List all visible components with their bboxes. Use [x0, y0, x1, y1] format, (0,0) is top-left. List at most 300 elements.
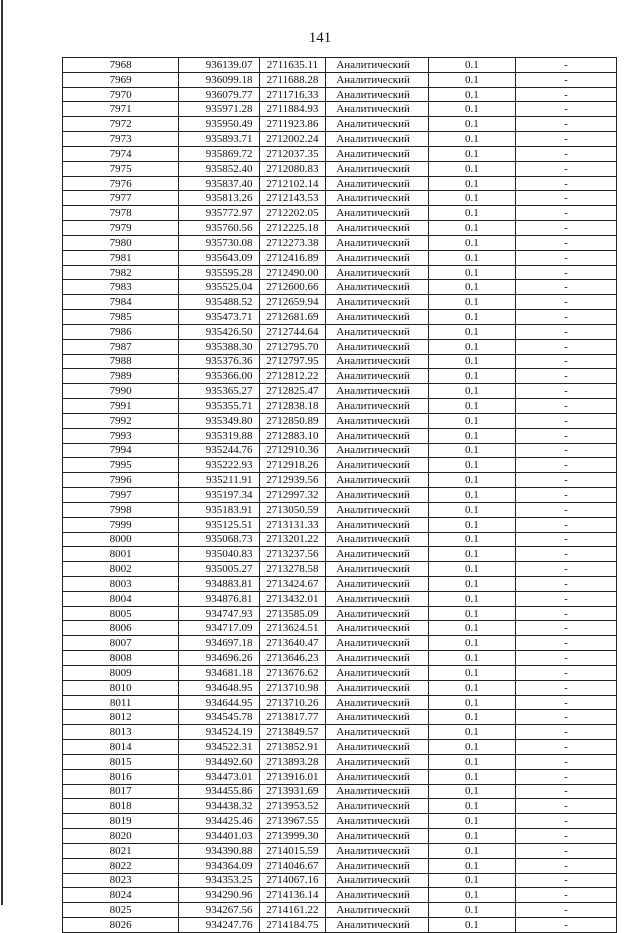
x-coordinate-cell: 935366.00 — [179, 369, 259, 384]
y-coordinate-cell: 2713237.56 — [259, 547, 326, 562]
method-cell: Аналитический — [326, 146, 429, 161]
point-number-cell: 8023 — [63, 873, 179, 888]
method-cell: Аналитический — [326, 339, 429, 354]
accuracy-cell: 0.1 — [428, 295, 515, 310]
x-coordinate-cell: 935869.72 — [179, 146, 259, 161]
x-coordinate-cell: 935365.27 — [179, 384, 259, 399]
y-coordinate-cell: 2711884.93 — [259, 102, 326, 117]
x-coordinate-cell: 934876.81 — [179, 591, 259, 606]
table-row — [63, 636, 617, 651]
accuracy-cell: 0.1 — [428, 562, 515, 577]
table-row — [63, 87, 617, 102]
method-cell: Аналитический — [326, 354, 429, 369]
table-row — [63, 532, 617, 547]
y-coordinate-cell: 2712659.94 — [259, 295, 326, 310]
method-cell: Аналитический — [326, 651, 429, 666]
table-row — [63, 695, 617, 710]
x-coordinate-cell: 935595.28 — [179, 265, 259, 280]
x-coordinate-cell: 935355.71 — [179, 399, 259, 414]
table-row — [63, 517, 617, 532]
accuracy-cell: 0.1 — [428, 206, 515, 221]
note-cell: - — [515, 310, 616, 325]
accuracy-cell: 0.1 — [428, 606, 515, 621]
method-cell: Аналитический — [326, 206, 429, 221]
table-row — [63, 918, 617, 933]
accuracy-cell: 0.1 — [428, 428, 515, 443]
x-coordinate-cell: 936139.07 — [179, 58, 259, 73]
point-number-cell: 7978 — [63, 206, 179, 221]
y-coordinate-cell: 2713201.22 — [259, 532, 326, 547]
accuracy-cell: 0.1 — [428, 443, 515, 458]
note-cell: - — [515, 502, 616, 517]
table-row — [63, 740, 617, 755]
point-number-cell: 8009 — [63, 665, 179, 680]
note-cell: - — [515, 843, 616, 858]
method-cell: Аналитический — [326, 235, 429, 250]
point-number-cell: 8020 — [63, 829, 179, 844]
table-row — [63, 399, 617, 414]
method-cell: Аналитический — [326, 72, 429, 87]
point-number-cell: 7981 — [63, 250, 179, 265]
point-number-cell: 8019 — [63, 814, 179, 829]
accuracy-cell: 0.1 — [428, 754, 515, 769]
accuracy-cell: 0.1 — [428, 651, 515, 666]
point-number-cell: 8018 — [63, 799, 179, 814]
x-coordinate-cell: 935473.71 — [179, 310, 259, 325]
table-row — [63, 206, 617, 221]
y-coordinate-cell: 2713817.77 — [259, 710, 326, 725]
y-coordinate-cell: 2713710.98 — [259, 680, 326, 695]
method-cell: Аналитический — [326, 858, 429, 873]
x-coordinate-cell: 935244.76 — [179, 443, 259, 458]
table-row — [63, 191, 617, 206]
y-coordinate-cell: 2713131.33 — [259, 517, 326, 532]
x-coordinate-cell: 934492.60 — [179, 754, 259, 769]
table-row — [63, 58, 617, 73]
method-cell: Аналитический — [326, 636, 429, 651]
point-number-cell: 7969 — [63, 72, 179, 87]
page-number: 141 — [308, 30, 332, 46]
accuracy-cell: 0.1 — [428, 132, 515, 147]
point-number-cell: 7983 — [63, 280, 179, 295]
method-cell: Аналитический — [326, 310, 429, 325]
accuracy-cell: 0.1 — [428, 873, 515, 888]
method-cell: Аналитический — [326, 473, 429, 488]
y-coordinate-cell: 2712918.26 — [259, 458, 326, 473]
note-cell: - — [515, 576, 616, 591]
y-coordinate-cell: 2712825.47 — [259, 384, 326, 399]
accuracy-cell: 0.1 — [428, 280, 515, 295]
y-coordinate-cell: 2714184.75 — [259, 918, 326, 933]
table-row — [63, 146, 617, 161]
accuracy-cell: 0.1 — [428, 488, 515, 503]
table-row — [63, 102, 617, 117]
x-coordinate-cell: 934681.18 — [179, 665, 259, 680]
coordinates-table — [62, 57, 617, 933]
method-cell: Аналитический — [326, 280, 429, 295]
x-coordinate-cell: 934364.09 — [179, 858, 259, 873]
accuracy-cell: 0.1 — [428, 903, 515, 918]
point-number-cell: 7998 — [63, 502, 179, 517]
x-coordinate-cell: 934425.46 — [179, 814, 259, 829]
x-coordinate-cell: 935971.28 — [179, 102, 259, 117]
note-cell: - — [515, 458, 616, 473]
y-coordinate-cell: 2713931.69 — [259, 784, 326, 799]
point-number-cell: 7994 — [63, 443, 179, 458]
x-coordinate-cell: 935525.04 — [179, 280, 259, 295]
accuracy-cell: 0.1 — [428, 354, 515, 369]
point-number-cell: 8003 — [63, 576, 179, 591]
accuracy-cell: 0.1 — [428, 888, 515, 903]
accuracy-cell: 0.1 — [428, 784, 515, 799]
accuracy-cell: 0.1 — [428, 221, 515, 236]
point-number-cell: 8001 — [63, 547, 179, 562]
note-cell: - — [515, 888, 616, 903]
point-number-cell: 7979 — [63, 221, 179, 236]
table-row — [63, 295, 617, 310]
x-coordinate-cell: 935211.91 — [179, 473, 259, 488]
accuracy-cell: 0.1 — [428, 413, 515, 428]
accuracy-cell: 0.1 — [428, 502, 515, 517]
point-number-cell: 7984 — [63, 295, 179, 310]
accuracy-cell: 0.1 — [428, 191, 515, 206]
point-number-cell: 8025 — [63, 903, 179, 918]
y-coordinate-cell: 2712850.89 — [259, 413, 326, 428]
accuracy-cell: 0.1 — [428, 576, 515, 591]
y-coordinate-cell: 2714161.22 — [259, 903, 326, 918]
accuracy-cell: 0.1 — [428, 250, 515, 265]
accuracy-cell: 0.1 — [428, 473, 515, 488]
point-number-cell: 7993 — [63, 428, 179, 443]
table-row — [63, 725, 617, 740]
accuracy-cell: 0.1 — [428, 710, 515, 725]
accuracy-cell: 0.1 — [428, 58, 515, 73]
y-coordinate-cell: 2712416.89 — [259, 250, 326, 265]
note-cell: - — [515, 221, 616, 236]
point-number-cell: 8026 — [63, 918, 179, 933]
x-coordinate-cell: 935125.51 — [179, 517, 259, 532]
accuracy-cell: 0.1 — [428, 665, 515, 680]
y-coordinate-cell: 2712795.70 — [259, 339, 326, 354]
note-cell: - — [515, 769, 616, 784]
method-cell: Аналитический — [326, 87, 429, 102]
accuracy-cell: 0.1 — [428, 843, 515, 858]
note-cell: - — [515, 829, 616, 844]
point-number-cell: 7976 — [63, 176, 179, 191]
point-number-cell: 8007 — [63, 636, 179, 651]
point-number-cell: 7988 — [63, 354, 179, 369]
method-cell: Аналитический — [326, 725, 429, 740]
method-cell: Аналитический — [326, 621, 429, 636]
note-cell: - — [515, 532, 616, 547]
table-row — [63, 591, 617, 606]
x-coordinate-cell: 934247.76 — [179, 918, 259, 933]
accuracy-cell: 0.1 — [428, 517, 515, 532]
table-row — [63, 547, 617, 562]
table-row — [63, 473, 617, 488]
table-row — [63, 280, 617, 295]
note-cell: - — [515, 488, 616, 503]
x-coordinate-cell: 934524.19 — [179, 725, 259, 740]
accuracy-cell: 0.1 — [428, 161, 515, 176]
note-cell: - — [515, 280, 616, 295]
y-coordinate-cell: 2713624.51 — [259, 621, 326, 636]
note-cell: - — [515, 873, 616, 888]
note-cell: - — [515, 547, 616, 562]
point-number-cell: 7999 — [63, 517, 179, 532]
note-cell: - — [515, 710, 616, 725]
y-coordinate-cell: 2711635.11 — [259, 58, 326, 73]
note-cell: - — [515, 250, 616, 265]
method-cell: Аналитический — [326, 428, 429, 443]
table-row — [63, 710, 617, 725]
x-coordinate-cell: 935772.97 — [179, 206, 259, 221]
y-coordinate-cell: 2712681.69 — [259, 310, 326, 325]
method-cell: Аналитический — [326, 784, 429, 799]
note-cell: - — [515, 399, 616, 414]
x-coordinate-cell: 935488.52 — [179, 295, 259, 310]
table-row — [63, 161, 617, 176]
point-number-cell: 7987 — [63, 339, 179, 354]
method-cell: Аналитический — [326, 754, 429, 769]
point-number-cell: 8021 — [63, 843, 179, 858]
point-number-cell: 7973 — [63, 132, 179, 147]
accuracy-cell: 0.1 — [428, 265, 515, 280]
x-coordinate-cell: 935950.49 — [179, 117, 259, 132]
y-coordinate-cell: 2714067.16 — [259, 873, 326, 888]
y-coordinate-cell: 2713278.58 — [259, 562, 326, 577]
method-cell: Аналитический — [326, 102, 429, 117]
table-row — [63, 784, 617, 799]
x-coordinate-cell: 934473.01 — [179, 769, 259, 784]
method-cell: Аналитический — [326, 517, 429, 532]
method-cell: Аналитический — [326, 547, 429, 562]
table-row — [63, 443, 617, 458]
point-number-cell: 7971 — [63, 102, 179, 117]
point-number-cell: 8006 — [63, 621, 179, 636]
method-cell: Аналитический — [326, 117, 429, 132]
y-coordinate-cell: 2712080.83 — [259, 161, 326, 176]
note-cell: - — [515, 680, 616, 695]
accuracy-cell: 0.1 — [428, 117, 515, 132]
method-cell: Аналитический — [326, 591, 429, 606]
note-cell: - — [515, 339, 616, 354]
x-coordinate-cell: 935730.08 — [179, 235, 259, 250]
accuracy-cell: 0.1 — [428, 814, 515, 829]
note-cell: - — [515, 903, 616, 918]
y-coordinate-cell: 2713893.28 — [259, 754, 326, 769]
x-coordinate-cell: 935319.88 — [179, 428, 259, 443]
accuracy-cell: 0.1 — [428, 695, 515, 710]
table-row — [63, 310, 617, 325]
point-number-cell: 7972 — [63, 117, 179, 132]
y-coordinate-cell: 2713953.52 — [259, 799, 326, 814]
method-cell: Аналитический — [326, 488, 429, 503]
note-cell: - — [515, 146, 616, 161]
table-row — [63, 754, 617, 769]
x-coordinate-cell: 934390.88 — [179, 843, 259, 858]
point-number-cell: 7974 — [63, 146, 179, 161]
y-coordinate-cell: 2713432.01 — [259, 591, 326, 606]
method-cell: Аналитический — [326, 532, 429, 547]
method-cell: Аналитический — [326, 918, 429, 933]
x-coordinate-cell: 935426.50 — [179, 324, 259, 339]
accuracy-cell: 0.1 — [428, 235, 515, 250]
point-number-cell: 8014 — [63, 740, 179, 755]
x-coordinate-cell: 935760.56 — [179, 221, 259, 236]
x-coordinate-cell: 934747.93 — [179, 606, 259, 621]
method-cell: Аналитический — [326, 740, 429, 755]
point-number-cell: 7992 — [63, 413, 179, 428]
table-row — [63, 621, 617, 636]
method-cell: Аналитический — [326, 58, 429, 73]
point-number-cell: 8008 — [63, 651, 179, 666]
method-cell: Аналитический — [326, 814, 429, 829]
point-number-cell: 8005 — [63, 606, 179, 621]
accuracy-cell: 0.1 — [428, 87, 515, 102]
table-row — [63, 235, 617, 250]
note-cell: - — [515, 87, 616, 102]
method-cell: Аналитический — [326, 295, 429, 310]
y-coordinate-cell: 2712744.64 — [259, 324, 326, 339]
note-cell: - — [515, 740, 616, 755]
point-number-cell: 8022 — [63, 858, 179, 873]
y-coordinate-cell: 2712143.53 — [259, 191, 326, 206]
method-cell: Аналитический — [326, 695, 429, 710]
y-coordinate-cell: 2713849.57 — [259, 725, 326, 740]
y-coordinate-cell: 2712037.35 — [259, 146, 326, 161]
table-row — [63, 354, 617, 369]
x-coordinate-cell: 934648.95 — [179, 680, 259, 695]
method-cell: Аналитический — [326, 829, 429, 844]
point-number-cell: 7975 — [63, 161, 179, 176]
note-cell: - — [515, 428, 616, 443]
note-cell: - — [515, 176, 616, 191]
method-cell: Аналитический — [326, 221, 429, 236]
table-body — [63, 58, 617, 933]
note-cell: - — [515, 473, 616, 488]
note-cell: - — [515, 784, 616, 799]
point-number-cell: 8015 — [63, 754, 179, 769]
method-cell: Аналитический — [326, 769, 429, 784]
note-cell: - — [515, 591, 616, 606]
x-coordinate-cell: 935197.34 — [179, 488, 259, 503]
note-cell: - — [515, 517, 616, 532]
note-cell: - — [515, 191, 616, 206]
table-row — [63, 413, 617, 428]
table-row — [63, 324, 617, 339]
accuracy-cell: 0.1 — [428, 591, 515, 606]
x-coordinate-cell: 934455.86 — [179, 784, 259, 799]
table-row — [63, 576, 617, 591]
table-row — [63, 339, 617, 354]
accuracy-cell: 0.1 — [428, 384, 515, 399]
accuracy-cell: 0.1 — [428, 72, 515, 87]
y-coordinate-cell: 2713050.59 — [259, 502, 326, 517]
note-cell: - — [515, 102, 616, 117]
y-coordinate-cell: 2712939.56 — [259, 473, 326, 488]
method-cell: Аналитический — [326, 176, 429, 191]
method-cell: Аналитический — [326, 680, 429, 695]
y-coordinate-cell: 2712490.00 — [259, 265, 326, 280]
accuracy-cell: 0.1 — [428, 740, 515, 755]
table-row — [63, 176, 617, 191]
y-coordinate-cell: 2712102.14 — [259, 176, 326, 191]
note-cell: - — [515, 562, 616, 577]
y-coordinate-cell: 2712812.22 — [259, 369, 326, 384]
x-coordinate-cell: 936079.77 — [179, 87, 259, 102]
x-coordinate-cell: 935222.93 — [179, 458, 259, 473]
point-number-cell: 8011 — [63, 695, 179, 710]
note-cell: - — [515, 918, 616, 933]
table-row — [63, 888, 617, 903]
accuracy-cell: 0.1 — [428, 829, 515, 844]
method-cell: Аналитический — [326, 443, 429, 458]
method-cell: Аналитический — [326, 576, 429, 591]
table-row — [63, 799, 617, 814]
method-cell: Аналитический — [326, 799, 429, 814]
table-row — [63, 562, 617, 577]
table-row — [63, 829, 617, 844]
note-cell: - — [515, 117, 616, 132]
accuracy-cell: 0.1 — [428, 547, 515, 562]
point-number-cell: 8000 — [63, 532, 179, 547]
table-row — [63, 428, 617, 443]
method-cell: Аналитический — [326, 191, 429, 206]
note-cell: - — [515, 235, 616, 250]
point-number-cell: 7997 — [63, 488, 179, 503]
point-number-cell: 8004 — [63, 591, 179, 606]
table-row — [63, 769, 617, 784]
x-coordinate-cell: 934545.78 — [179, 710, 259, 725]
method-cell: Аналитический — [326, 369, 429, 384]
method-cell: Аналитический — [326, 502, 429, 517]
x-coordinate-cell: 934401.03 — [179, 829, 259, 844]
method-cell: Аналитический — [326, 132, 429, 147]
x-coordinate-cell: 934290.96 — [179, 888, 259, 903]
note-cell: - — [515, 443, 616, 458]
x-coordinate-cell: 935040.83 — [179, 547, 259, 562]
method-cell: Аналитический — [326, 458, 429, 473]
point-number-cell: 8017 — [63, 784, 179, 799]
method-cell: Аналитический — [326, 562, 429, 577]
table-row — [63, 502, 617, 517]
y-coordinate-cell: 2713999.30 — [259, 829, 326, 844]
point-number-cell: 8002 — [63, 562, 179, 577]
accuracy-cell: 0.1 — [428, 636, 515, 651]
x-coordinate-cell: 935068.73 — [179, 532, 259, 547]
y-coordinate-cell: 2712202.05 — [259, 206, 326, 221]
y-coordinate-cell: 2711923.86 — [259, 117, 326, 132]
accuracy-cell: 0.1 — [428, 858, 515, 873]
table-row — [63, 858, 617, 873]
note-cell: - — [515, 636, 616, 651]
note-cell: - — [515, 384, 616, 399]
y-coordinate-cell: 2713424.67 — [259, 576, 326, 591]
y-coordinate-cell: 2713640.47 — [259, 636, 326, 651]
x-coordinate-cell: 934522.31 — [179, 740, 259, 755]
x-coordinate-cell: 934644.95 — [179, 695, 259, 710]
method-cell: Аналитический — [326, 843, 429, 858]
note-cell: - — [515, 695, 616, 710]
x-coordinate-cell: 935183.91 — [179, 502, 259, 517]
method-cell: Аналитический — [326, 250, 429, 265]
accuracy-cell: 0.1 — [428, 458, 515, 473]
x-coordinate-cell: 935837.40 — [179, 176, 259, 191]
point-number-cell: 7985 — [63, 310, 179, 325]
note-cell: - — [515, 858, 616, 873]
point-number-cell: 7970 — [63, 87, 179, 102]
